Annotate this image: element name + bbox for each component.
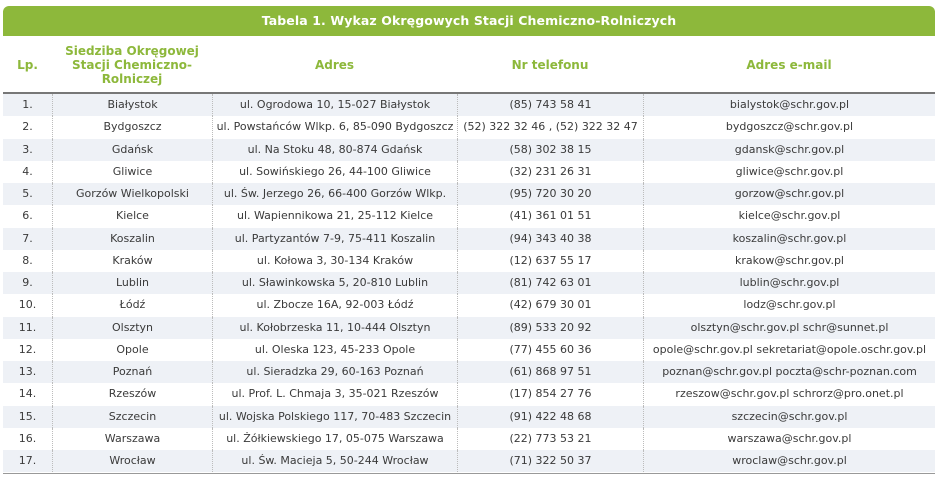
cell-address: ul. Sieradzka 29, 60-163 Poznań [212, 361, 457, 383]
cell-address: ul. Zbocze 16A, 92-003 Łódź [212, 294, 457, 316]
cell-email: wroclaw@schr.gov.pl [643, 450, 935, 472]
cell-phone: (71) 322 50 37 [457, 450, 643, 472]
table-row [3, 139, 935, 161]
cell-address: ul. Oleska 123, 45-233 Opole [212, 339, 457, 361]
cell-phone: (32) 231 26 31 [457, 161, 643, 183]
cell-lp: 11. [18, 320, 37, 334]
cell-address: ul. Żółkiewskiego 17, 05-075 Warszawa [212, 428, 457, 450]
cell-city: Gorzów Wielkopolski [52, 183, 212, 205]
table-bottom-divider [3, 473, 935, 474]
cell-city: Łódź [52, 294, 212, 316]
cell-city: Warszawa [52, 428, 212, 450]
cell-city: Gliwice [52, 161, 212, 183]
cell-lp: 9. [22, 276, 33, 289]
cell-city: Białystok [52, 94, 212, 116]
table-row [3, 383, 935, 405]
cell-address: ul. Św. Jerzego 26, 66-400 Gorzów Wlkp. [212, 183, 457, 205]
cell-email: gdansk@schr.gov.pl [643, 139, 935, 161]
cell-phone: (81) 742 63 01 [457, 272, 643, 294]
cell-phone: (61) 868 97 51 [457, 361, 643, 383]
table-row [3, 339, 935, 361]
cell-email: opole@schr.gov.pl sekretariat@opole.oschr.gov.pl [643, 339, 935, 361]
cell-lp: 7. [22, 231, 33, 245]
cell-city: Poznań [52, 361, 212, 383]
cell-city: Szczecin [52, 406, 212, 428]
cell-lp: 1. [22, 98, 33, 111]
cell-lp: 17. [18, 454, 37, 467]
table-row [3, 205, 935, 227]
cell-lp: 6. [22, 209, 33, 223]
header-email: Adres e-mail [746, 58, 832, 72]
cell-address: ul. Ogrodowa 10, 15-027 Białystok [212, 94, 457, 116]
cell-city: Olsztyn [52, 317, 212, 339]
cell-phone: (91) 422 48 68 [457, 406, 643, 428]
cell-address: ul. Kołowa 3, 30-134 Kraków [212, 250, 457, 272]
header-siedziba: Siedziba Okręgowej Stacji Chemiczno-Rolniczej [65, 44, 199, 86]
table-row [3, 361, 935, 383]
cell-email: lublin@schr.gov.pl [643, 272, 935, 294]
cell-phone: (89) 533 20 92 [457, 317, 643, 339]
cell-address: ul. Prof. L. Chmaja 3, 35-021 Rzeszów [212, 383, 457, 405]
cell-lp: 2. [22, 120, 33, 134]
cell-email: lodz@schr.gov.pl [643, 294, 935, 316]
cell-lp: 15. [18, 409, 37, 423]
table-row [3, 406, 935, 428]
cell-phone: (52) 322 32 46 , (52) 322 32 47 [457, 116, 643, 138]
cell-phone: (41) 361 01 51 [457, 205, 643, 227]
cell-lp: 3. [22, 142, 33, 156]
cell-email: bydgoszcz@schr.gov.pl [643, 116, 935, 138]
cell-phone: (94) 343 40 38 [457, 228, 643, 250]
cell-email: olsztyn@schr.gov.pl schr@sunnet.pl [643, 317, 935, 339]
table-row [3, 294, 935, 316]
table-row [3, 94, 935, 116]
cell-city: Opole [52, 339, 212, 361]
cell-lp: 12. [18, 342, 37, 356]
table-row [3, 116, 935, 138]
cell-address: ul. Partyzantów 7-9, 75-411 Koszalin [212, 228, 457, 250]
cell-phone: (42) 679 30 01 [457, 294, 643, 316]
header-telefon: Nr telefonu [511, 58, 589, 72]
cell-email: koszalin@schr.gov.pl [643, 228, 935, 250]
table-row [3, 450, 935, 472]
cell-address: ul. Wojska Polskiego 117, 70-483 Szczecin [212, 406, 457, 428]
cell-city: Koszalin [52, 228, 212, 250]
cell-phone: (22) 773 53 21 [457, 428, 643, 450]
cell-email: rzeszow@schr.gov.pl schrorz@pro.onet.pl [643, 383, 935, 405]
cell-city: Wrocław [52, 450, 212, 472]
cell-lp: 13. [18, 365, 37, 378]
cell-phone: (12) 637 55 17 [457, 250, 643, 272]
cell-phone: (17) 854 27 76 [457, 383, 643, 405]
cell-email: gorzow@schr.gov.pl [643, 183, 935, 205]
cell-phone: (77) 455 60 36 [457, 339, 643, 361]
table-row [3, 272, 935, 294]
cell-city: Kraków [52, 250, 212, 272]
header-lp: Lp. [17, 58, 38, 72]
cell-email: bialystok@schr.gov.pl [643, 94, 935, 116]
cell-lp: 16. [18, 431, 37, 445]
table-row [3, 317, 935, 339]
cell-city: Bydgoszcz [52, 116, 212, 138]
cell-email: kielce@schr.gov.pl [643, 205, 935, 227]
cell-phone: (85) 743 58 41 [457, 94, 643, 116]
cell-city: Rzeszów [52, 383, 212, 405]
cell-email: gliwice@schr.gov.pl [643, 161, 935, 183]
cell-email: szczecin@schr.gov.pl [643, 406, 935, 428]
cell-address: ul. Sławinkowska 5, 20-810 Lublin [212, 272, 457, 294]
cell-address: ul. Św. Macieja 5, 50-244 Wrocław [212, 450, 457, 472]
cell-email: warszawa@schr.gov.pl [643, 428, 935, 450]
cell-city: Kielce [52, 205, 212, 227]
table-header [3, 40, 935, 90]
cell-lp: 4. [22, 164, 33, 178]
cell-phone: (58) 302 38 15 [457, 139, 643, 161]
table-row [3, 161, 935, 183]
table-row [3, 250, 935, 272]
cell-address: ul. Kołobrzeska 11, 10-444 Olsztyn [212, 317, 457, 339]
cell-city: Gdańsk [52, 139, 212, 161]
table-row [3, 183, 935, 205]
cell-email: krakow@schr.gov.pl [643, 250, 935, 272]
header-adres: Adres [314, 58, 355, 72]
cell-address: ul. Na Stoku 48, 80-874 Gdańsk [212, 139, 457, 161]
table-title: Tabela 1. Wykaz Okręgowych Stacji Chemiczno-Rolniczych [3, 6, 935, 36]
cell-lp: 8. [22, 253, 33, 267]
cell-lp: 5. [22, 187, 33, 200]
table-body [3, 94, 935, 472]
cell-email: poznan@schr.gov.pl poczta@schr-poznan.com [643, 361, 935, 383]
cell-lp: 14. [18, 387, 37, 401]
cell-address: ul. Wapiennikowa 21, 25-112 Kielce [212, 205, 457, 227]
cell-phone: (95) 720 30 20 [457, 183, 643, 205]
cell-city: Lublin [52, 272, 212, 294]
table-row [3, 228, 935, 250]
cell-address: ul. Sowińskiego 26, 44-100 Gliwice [212, 161, 457, 183]
cell-address: ul. Powstańców Wlkp. 6, 85-090 Bydgoszcz [212, 116, 457, 138]
cell-lp: 10. [18, 298, 37, 312]
table-row [3, 428, 935, 450]
